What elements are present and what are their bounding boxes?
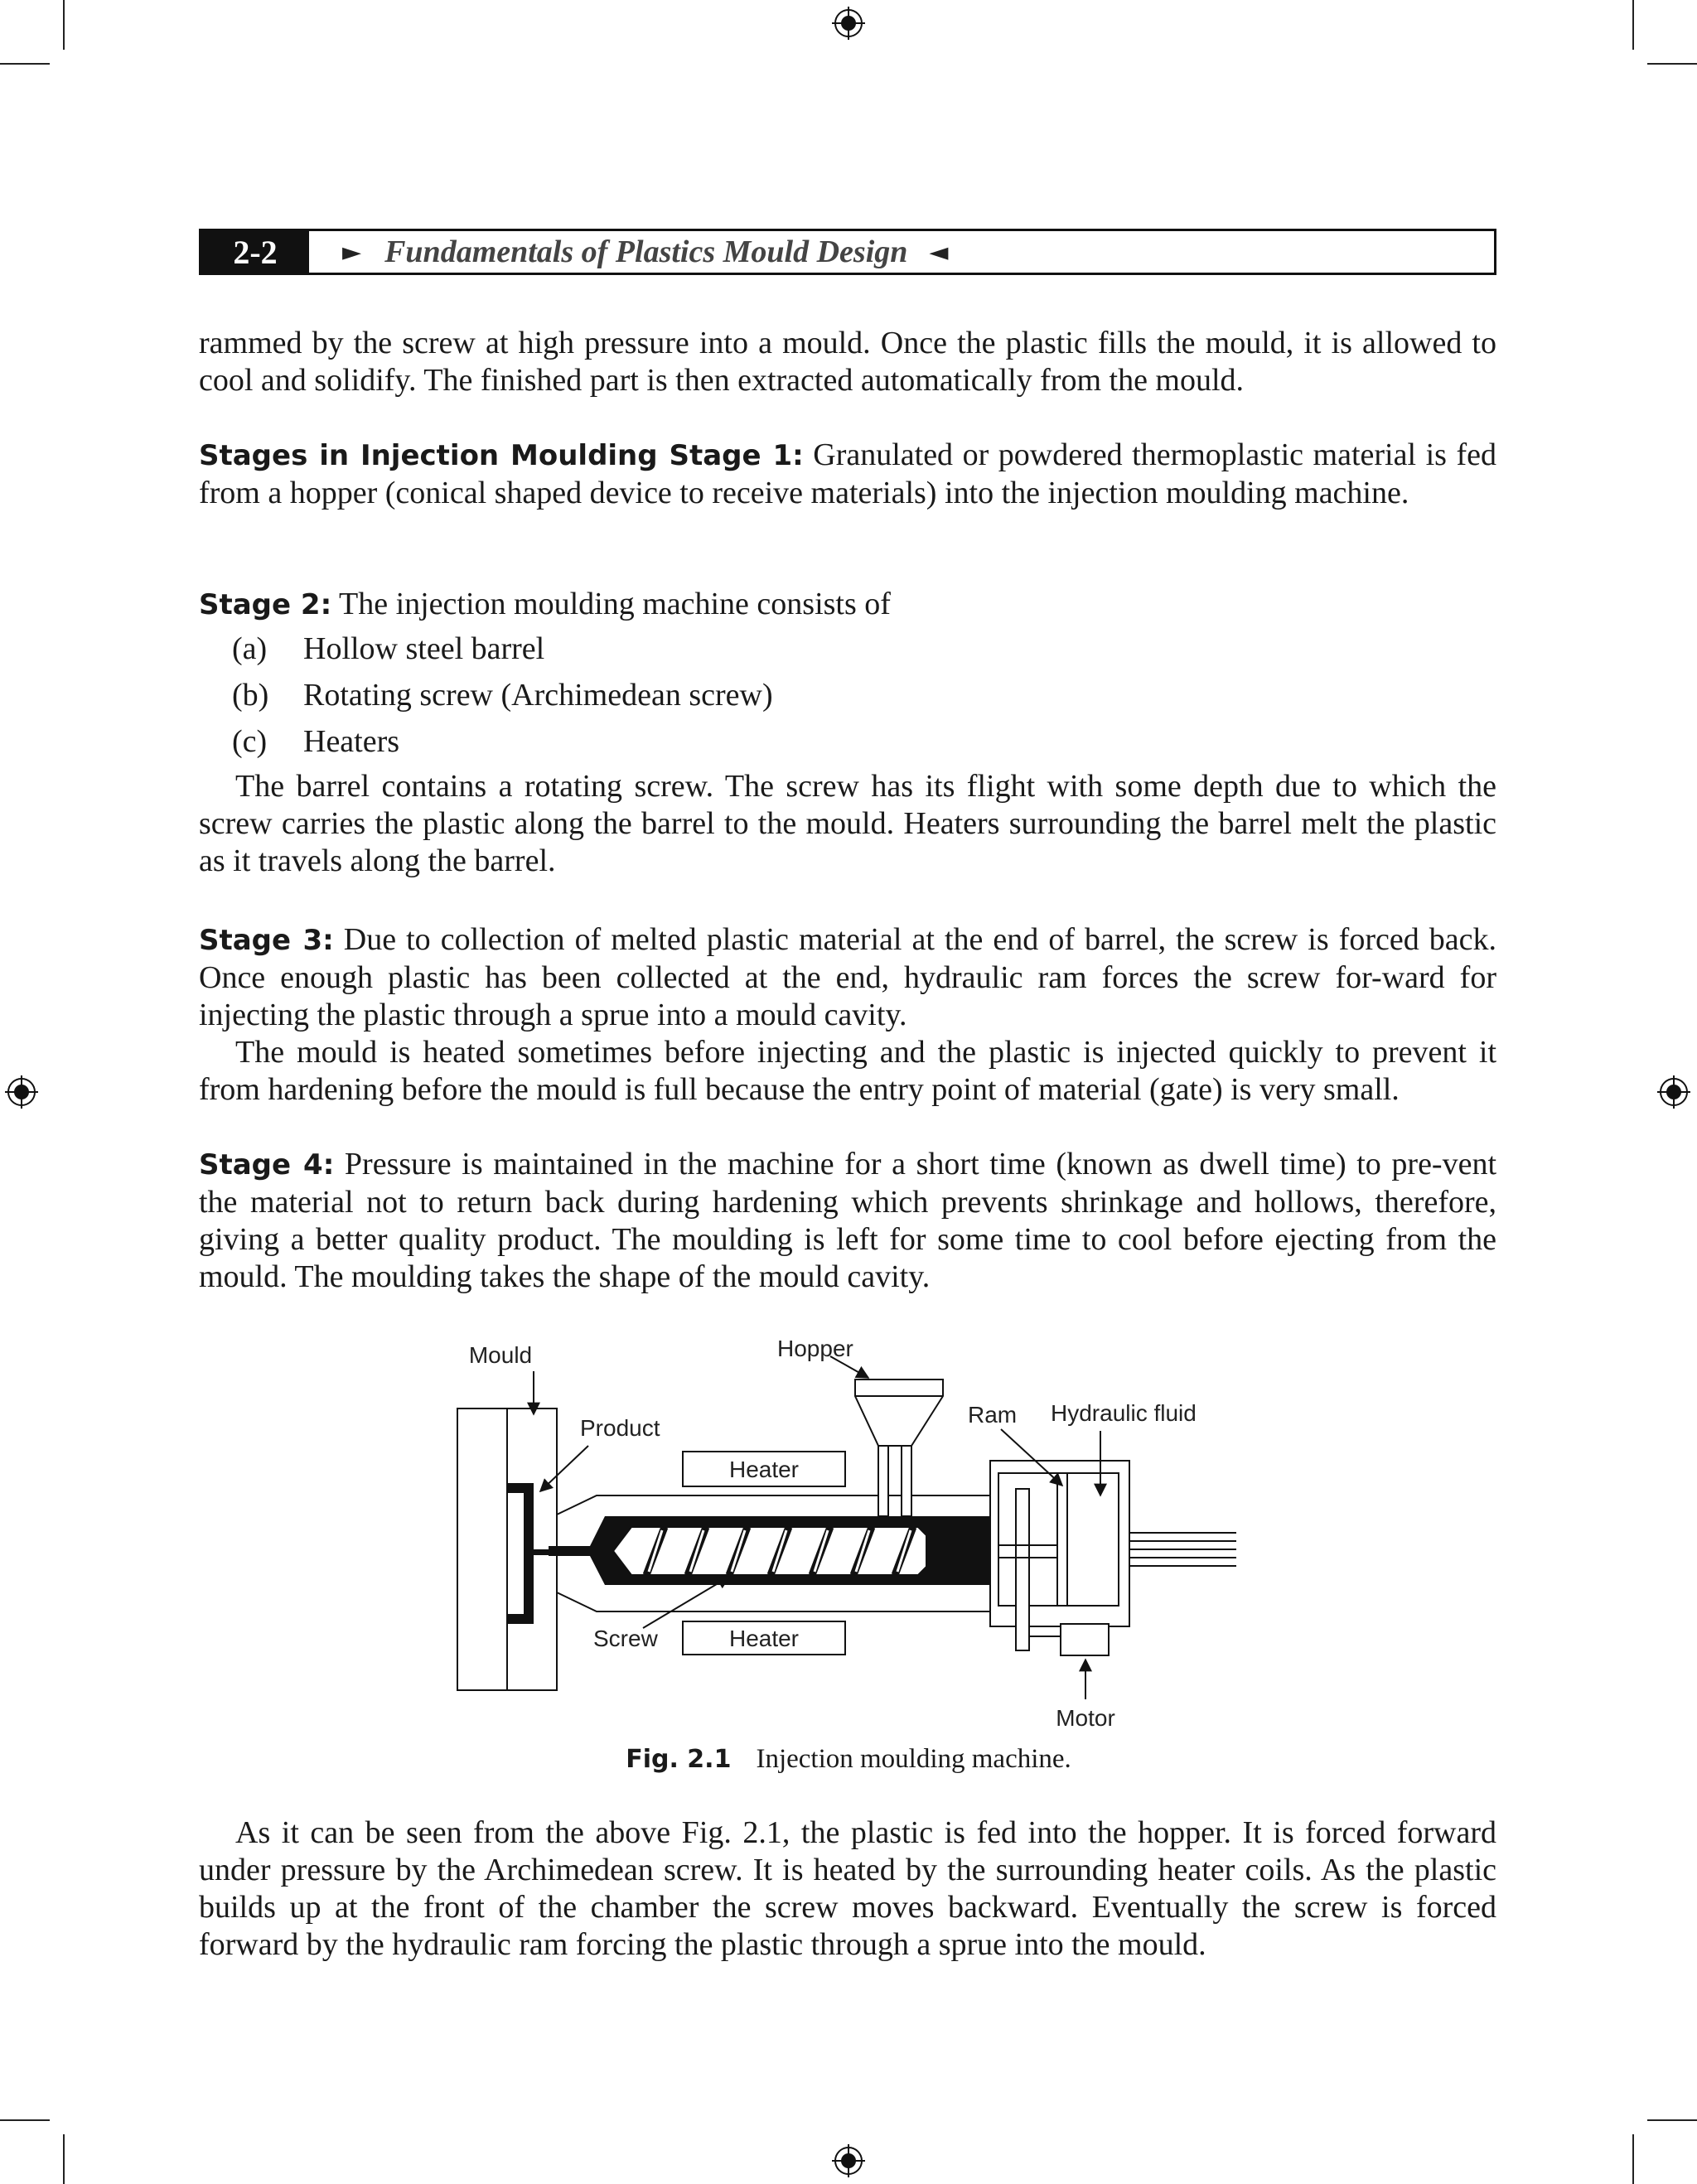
stage-2-intro <box>199 586 1496 624</box>
stage-4-paragraph <box>199 1146 1496 1296</box>
list-marker: (c) <box>232 724 268 759</box>
crop-mark <box>63 0 65 50</box>
crop-mark <box>1632 0 1634 50</box>
book-title: Fundamentals of Plastics Mould Design <box>384 234 908 269</box>
stage-1-paragraph <box>199 437 1496 512</box>
closing-paragraph: As it can be seen from the above Fig. 2.1, the plastic is fed into the hopper. It is forced forward under pressure by the Archimedean screw. It is heated by the surrounding heater coils. As the plastic builds up at the front of the chamber the screw moves backward. Eventually the screw is forced forward by the hydraulic ram forcing the plastic through a sprue into the mould. <box>199 1815 1496 1962</box>
hydraulic-lines <box>1129 1533 1236 1566</box>
registration-mark-icon <box>832 7 865 40</box>
stage-2-text: The injection moulding machine consists of <box>331 587 891 621</box>
label-heater-bottom: Heater <box>728 1626 800 1651</box>
page-number: 2-2 <box>201 231 309 273</box>
ram-plate <box>1057 1473 1067 1606</box>
figure-caption <box>0 1744 1697 1775</box>
label-heater-top: Heater <box>728 1457 800 1482</box>
label-hydraulic-fluid: Hydraulic fluid <box>1051 1400 1197 1426</box>
left-pointer-icon: ◄ <box>929 237 949 267</box>
stage-1-text: Granulated or powdered thermoplastic material is fed from a hopper (conical shaped device to receive materials) into the injection moulding machine. <box>199 437 1496 510</box>
registration-mark-icon <box>5 1075 38 1109</box>
running-header <box>199 229 1496 275</box>
stage-2-section <box>199 586 1496 880</box>
stage-4-text: Pressure is maintained in the machine for a short time (known as dwell time) to pre-vent the material not to return back during hardening which prevents shrinkage and hollows, therefore, giving a better quality product. The moulding is left for some time to cool before ejecting from the mould. The moulding takes the shape of the mould cavity. <box>199 1147 1497 1294</box>
registration-mark-icon <box>1657 1075 1690 1109</box>
stage-1-heading: Stages in Injection Moulding Stage 1: <box>199 439 804 472</box>
label-hopper: Hopper <box>777 1338 853 1361</box>
stage-3-intro <box>199 921 1496 1034</box>
stage-4-section <box>199 1146 1496 1296</box>
crop-mark <box>1647 2119 1697 2121</box>
list-item-text: Heaters <box>303 724 400 759</box>
crop-mark <box>1632 2134 1634 2184</box>
paragraph-text: rammed by the screw at high pressure into a mould. Once the plastic fills the mould, it is allowed to cool and solidify. The finished part is then extracted automatically from the mould. <box>199 326 1496 398</box>
stage-3-paragraph: The mould is heated sometimes before injecting and the plastic is injected quickly to prevent it from hardening before the mould is full because the entry point of material (gate) is very small. <box>199 1035 1496 1107</box>
label-motor: Motor <box>1056 1705 1115 1727</box>
sprue <box>549 1546 590 1556</box>
paragraph-continuation <box>199 325 1496 399</box>
list-item <box>232 718 1496 765</box>
motor-box <box>1061 1624 1109 1655</box>
stage-2-heading: Stage 2: <box>199 588 332 621</box>
list-marker: (a) <box>232 631 268 666</box>
crop-mark <box>0 2119 50 2121</box>
label-product: Product <box>580 1415 660 1441</box>
list-item-text: Rotating screw (Archimedean screw) <box>303 678 773 713</box>
stage-2-paragraph: The barrel contains a rotating screw. The screw has its flight with some depth due to which the screw carries the plastic along the barrel to the mould. Heaters surrounding the barrel melt the plastic as it travels along the barrel. <box>199 769 1496 878</box>
list-item <box>232 626 1496 672</box>
list-item <box>232 672 1496 718</box>
mould-left-plate <box>457 1408 507 1690</box>
crop-mark <box>1647 63 1697 65</box>
ram-piston <box>1016 1489 1029 1650</box>
stage-4-heading: Stage 4: <box>199 1148 335 1181</box>
injection-moulding-diagram <box>447 1338 1259 1727</box>
crop-mark <box>63 2134 65 2184</box>
figure-caption-text: Injection moulding machine. <box>756 1744 1071 1774</box>
closing-section <box>199 1814 1496 1964</box>
hydraulic-chamber <box>1067 1473 1119 1606</box>
registration-mark-icon <box>832 2144 865 2177</box>
list-marker: (b) <box>232 678 269 713</box>
label-ram: Ram <box>968 1402 1018 1428</box>
stage-3-heading: Stage 3: <box>199 924 334 957</box>
stage-3-text: Due to collection of melted plastic material at the end of barrel, the screw is forced back. Once enough plastic has been collected at the end, hydraulic ram forces the screw for-ward for injecting the plastic through a sprue into a mould cavity. <box>199 922 1497 1032</box>
figure-label: Fig. 2.1 <box>626 1745 732 1774</box>
stage-1-section <box>199 437 1496 512</box>
stage-3-section <box>199 921 1496 1109</box>
right-pointer-icon: ► <box>342 237 362 267</box>
list-item-text: Hollow steel barrel <box>303 631 545 666</box>
crop-mark <box>0 63 50 65</box>
label-screw: Screw <box>593 1626 658 1651</box>
label-mould: Mould <box>468 1342 533 1368</box>
